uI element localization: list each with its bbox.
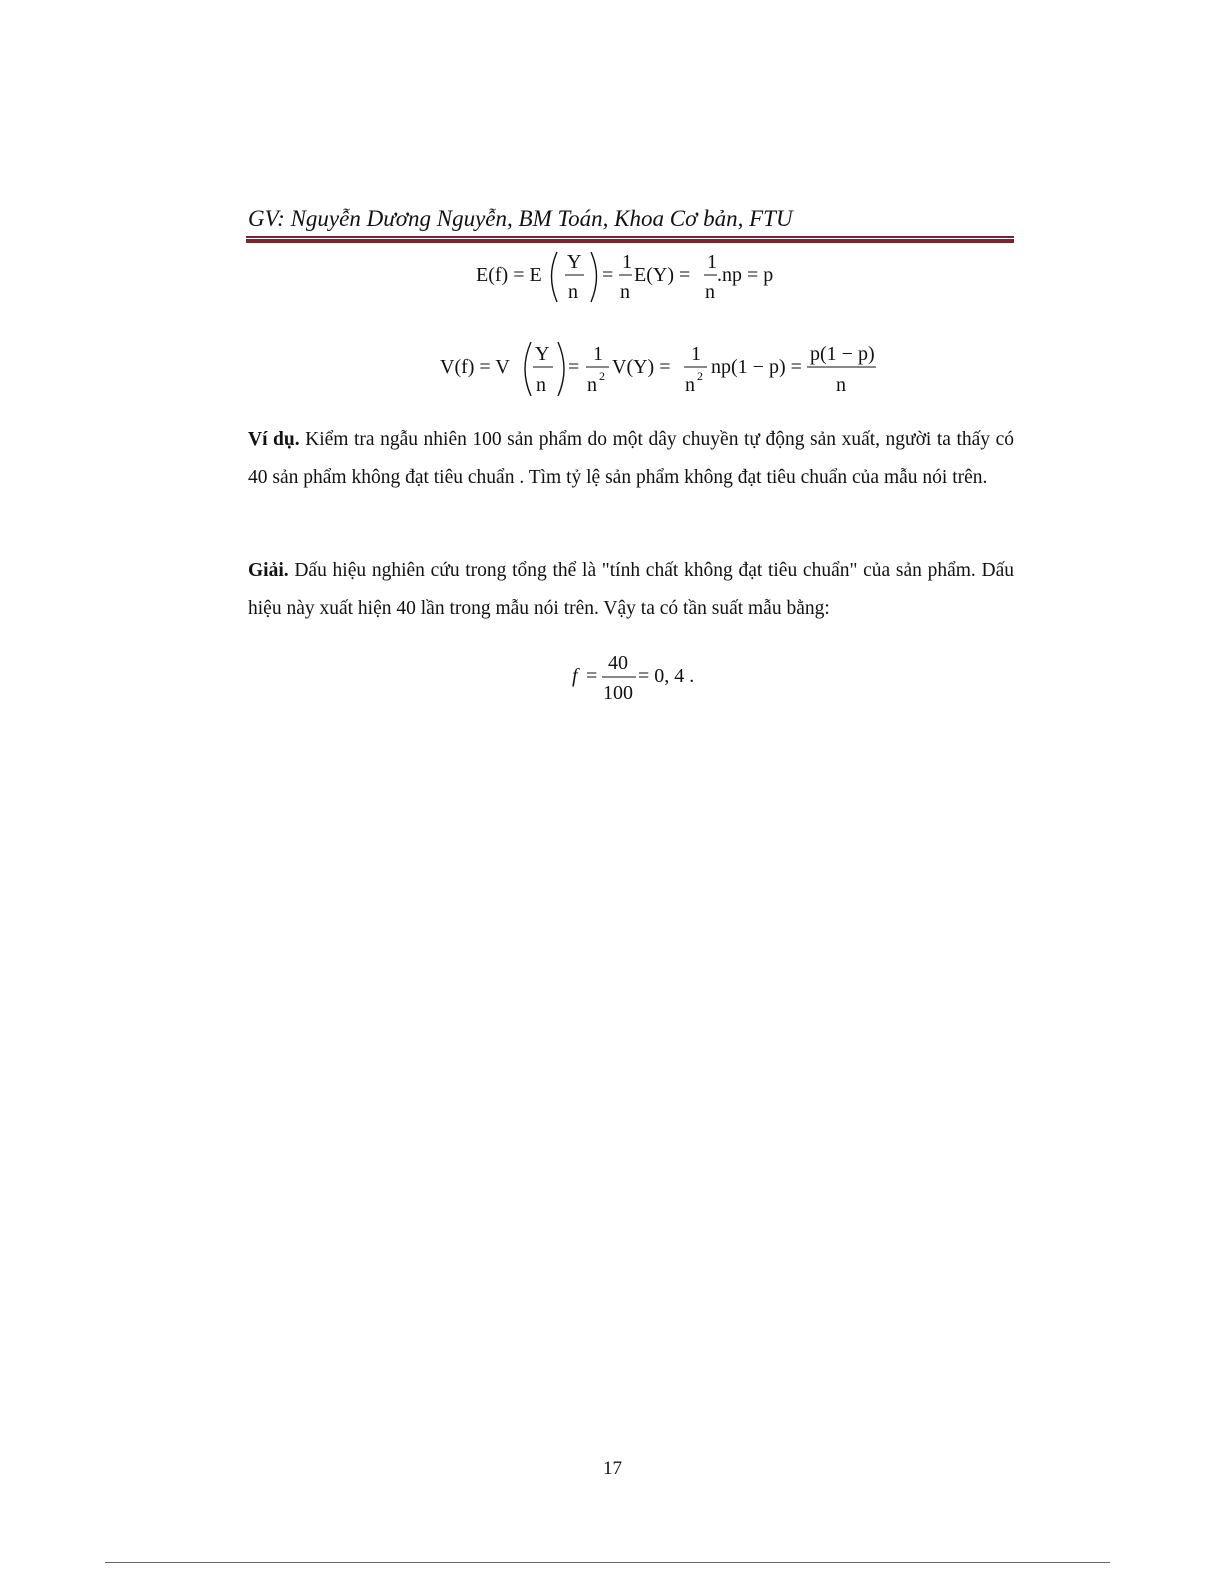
solution-text: Dấu hiệu nghiên cứu trong tổng thể là "tính chất không đạt tiêu chuẩn" của sản phẩm. Dấu hiệu này xuất hiện 40 lần trong mẫu nói trên. Vậy ta có tần suất mẫu bằng: bbox=[248, 560, 1014, 619]
expectation-frac1-num: Y bbox=[567, 251, 582, 273]
variance-frac3-num: 1 bbox=[691, 343, 701, 365]
variance-exp2: 2 bbox=[697, 369, 703, 383]
variance-frac1-den: n bbox=[536, 374, 546, 396]
variance-exp: 2 bbox=[599, 369, 605, 383]
expectation-frac2-den: n bbox=[620, 281, 630, 303]
variance-frac1-num: Y bbox=[535, 343, 550, 365]
header-rule bbox=[246, 236, 1014, 243]
expectation-equation-svg bbox=[470, 246, 800, 306]
example-label: Ví dụ. bbox=[248, 429, 300, 450]
variance-equation bbox=[436, 338, 886, 400]
expectation-lhs: E(f) = E bbox=[476, 264, 542, 286]
variance-frac2-num: 1 bbox=[593, 343, 603, 365]
variance-equation-svg bbox=[436, 338, 886, 400]
expectation-equation bbox=[470, 246, 800, 306]
expectation-eq1: = bbox=[602, 264, 614, 286]
frequency-lhs: f bbox=[572, 665, 578, 687]
example-paragraph bbox=[248, 421, 1014, 497]
expectation-rhs: .np = p bbox=[717, 264, 774, 286]
variance-lhs: V(f) = V bbox=[440, 356, 510, 378]
variance-frac3-den: n bbox=[685, 374, 695, 396]
expectation-frac3-num: 1 bbox=[707, 251, 717, 273]
page-number: 17 bbox=[603, 1458, 622, 1479]
variance-mid: V(Y) = bbox=[612, 356, 671, 378]
frequency-den: 100 bbox=[603, 682, 633, 704]
variance-frac4-num: p(1 − p) bbox=[810, 343, 875, 365]
variance-frac4-den: n bbox=[836, 374, 846, 396]
frequency-rhs: = 0, 4 . bbox=[638, 665, 695, 687]
variance-frac2-den: n bbox=[587, 374, 597, 396]
expectation-frac2-num: 1 bbox=[622, 251, 632, 273]
page-header: GV: Nguyễn Dương Nguyễn, BM Toán, Khoa Cơ bản, FTU bbox=[248, 206, 793, 231]
left-paren bbox=[552, 252, 558, 302]
solution-paragraph bbox=[248, 552, 1014, 628]
frequency-equation bbox=[566, 650, 706, 706]
expectation-frac1-den: n bbox=[568, 281, 578, 303]
frequency-num: 40 bbox=[608, 652, 628, 674]
right-paren bbox=[591, 252, 597, 302]
frequency-eq: = bbox=[586, 665, 598, 687]
variance-eq1: = bbox=[568, 356, 580, 378]
expectation-frac3-den: n bbox=[705, 281, 715, 303]
solution-label: Giải. bbox=[248, 560, 289, 581]
left-paren bbox=[525, 342, 531, 396]
bottom-rule bbox=[105, 1562, 1110, 1563]
frequency-equation-svg bbox=[566, 650, 706, 706]
expectation-mid: E(Y) = bbox=[634, 264, 691, 286]
right-paren bbox=[558, 342, 564, 396]
example-text: Kiểm tra ngẫu nhiên 100 sản phẩm do một dây chuyền tự động sản xuất, người ta thấy có 40 sản phẩm không đạt tiêu chuẩn . Tìm tỷ lệ sản phẩm không đạt tiêu chuẩn của mẫu nói trên. bbox=[248, 429, 1014, 488]
variance-mid2: np(1 − p) = bbox=[711, 356, 802, 378]
